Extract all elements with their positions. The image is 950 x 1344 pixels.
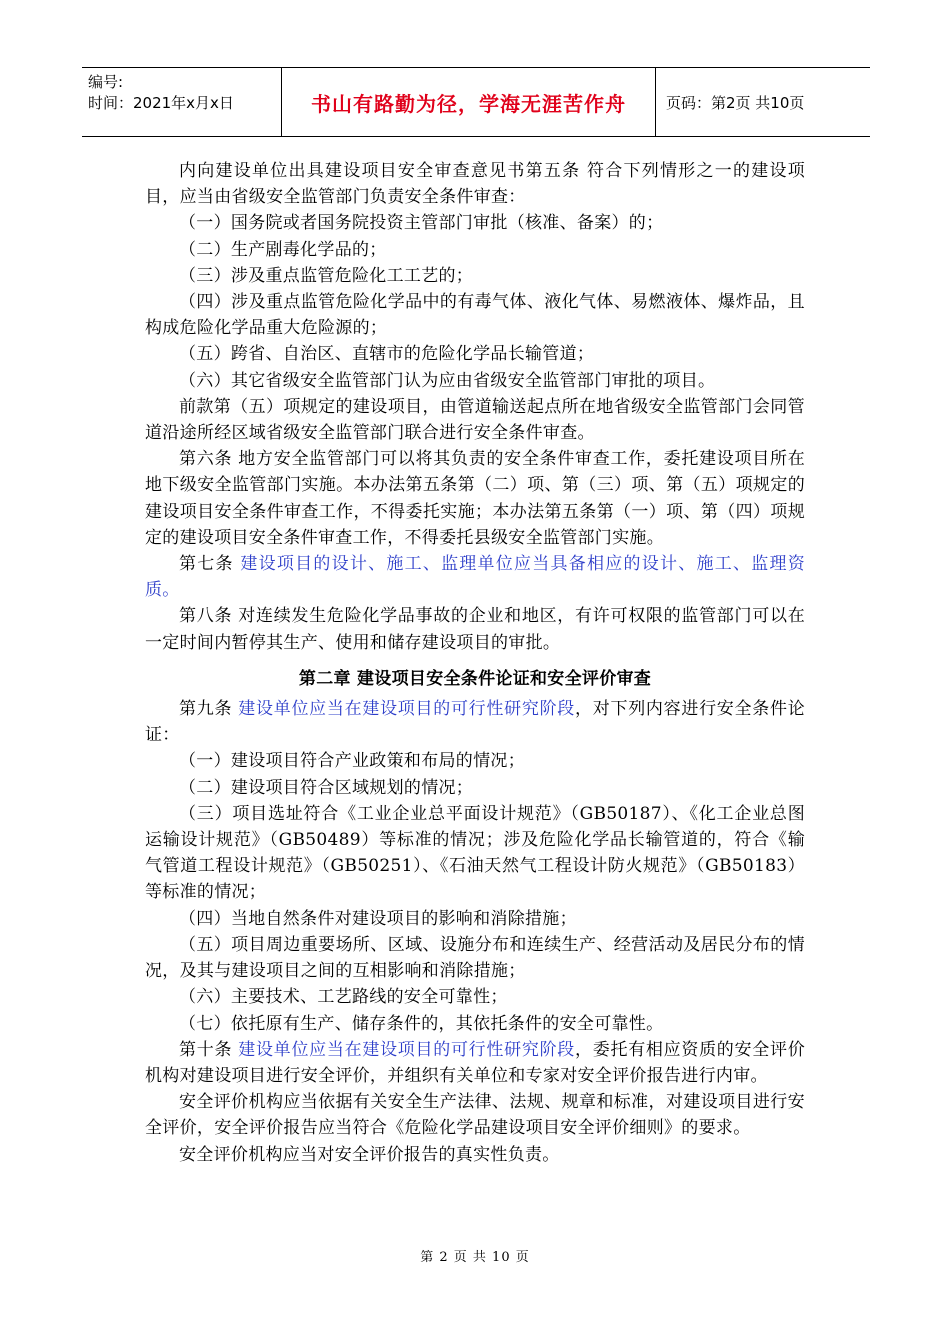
body-paragraph: （七）依托原有生产、储存条件的，其依托条件的安全可靠性。 (179, 1013, 664, 1034)
chapter-heading: 第二章 建设项目安全条件论证和安全评价审查 (298, 668, 652, 689)
body-paragraph: （三）项目选址符合《工业企业总平面设计规范》（GB50187）、《化工企业总图运输设计规范》（GB50489）等标准的情况；涉及危险化学品长输管道的，符合《输气管道工程设计规范》（GB50251）、《石油天然气工程设计防火规范》（GB50183）等标准的情况； (145, 803, 805, 903)
article-paragraph (145, 1037, 805, 1089)
highlighted-text: 建设单位应当在建设项目的可行性研究阶段 (238, 1039, 576, 1060)
highlighted-text: 建设单位应当在建设项目的可行性研究阶段 (238, 699, 576, 720)
article-number: 第九条 (179, 699, 239, 720)
article-text: ，委托有相应资质的安全评价机构对建设项目进行安全评价，并组织有关单位和专家对安全评价报告进行内审。 (145, 1039, 805, 1086)
header-meta (82, 68, 282, 136)
body-paragraph: （二）建设项目符合区域规划的情况； (179, 777, 474, 798)
body-paragraph: （六）其它省级安全监管部门认为应由省级安全监管部门审批的项目。 (179, 370, 716, 391)
body-paragraph: （一）建设项目符合产业政策和布局的情况； (179, 751, 525, 772)
document-number-label: 编号: (88, 73, 124, 91)
body-paragraph: 第八条 对连续发生危险化学品事故的企业和地区，有许可权限的监管部门可以在一定时间内暂停其生产、使用和储存建设项目的审批。 (145, 606, 805, 653)
body-paragraph: 安全评价机构应当依据有关安全生产法律、法规、规章和标准，对建设项目进行安全评价，安全评价报告应当符合《危险化学品建设项目安全评价细则》的要求。 (145, 1092, 805, 1139)
body-paragraph: 第六条 地方安全监管部门可以将其负责的安全条件审查工作，委托建设项目所在地下级安全监管部门实施。本办法第五条第（二）项、第（三）项、第（五）项规定的建设项目安全条件审查工作，不得委托实施；本办法第五条第（一）项、第（四）项规定的建设项目安全条件审查工作，不得委托县级安全监管部门实施。 (145, 449, 805, 548)
page-footer: 第 2 页 共 10 页 (420, 1250, 530, 1265)
body-paragraph: （五）跨省、自治区、直辖市的危险化学品长输管道； (179, 344, 595, 365)
body-paragraph: （四）涉及重点监管危险化学品中的有毒气体、液化气体、易燃液体、爆炸品，且构成危险化学品重大危险源的； (145, 292, 805, 339)
body-paragraph: 前款第（五）项规定的建设项目，由管道输送起点所在地省级安全监管部门会同管道沿途所经区域省级安全监管部门联合进行安全条件审查。 (145, 396, 805, 444)
header-motto: 书山有路勤为径，学海无涯苦作舟 (282, 68, 656, 136)
highlighted-text: 建设项目的设计、施工、监理单位应当具备相应的设计、施工、监理资质。 (145, 554, 805, 601)
article-number: 第七条 (179, 554, 241, 575)
body-paragraph: （五）项目周边重要场所、区域、设施分布和连续生产、经营活动及居民分布的情况，及其与建设项目之间的互相影响和消除措施； (145, 934, 805, 982)
document-body (145, 158, 805, 1168)
body-paragraph: 安全评价机构应当对安全评价报告的真实性负责。 (179, 1144, 560, 1165)
header-page-info: 页码：第2页 共10页 (666, 93, 805, 112)
body-paragraph: 内向建设单位出具建设项目安全审查意见书第五条 符合下列情形之一的建设项目，应当由省级安全监管部门负责安全条件审查： (145, 161, 805, 208)
page-header (82, 67, 870, 137)
article-text: ，对下列内容进行安全条件论证： (145, 699, 805, 746)
body-paragraph: （四）当地自然条件对建设项目的影响和消除措施； (179, 908, 577, 929)
body-paragraph: （二）生产剧毒化学品的； (179, 239, 387, 260)
article-paragraph (145, 696, 805, 748)
body-paragraph: （三）涉及重点监管危险化工工艺的； (179, 265, 474, 286)
body-paragraph: （六）主要技术、工艺路线的安全可靠性； (179, 987, 508, 1008)
article-paragraph (145, 551, 805, 603)
document-date: 时间：2021年x月x日 (88, 94, 234, 112)
body-paragraph: （一）国务院或者国务院投资主管部门审批（核准、备案）的； (179, 213, 664, 234)
article-number: 第十条 (179, 1039, 239, 1060)
